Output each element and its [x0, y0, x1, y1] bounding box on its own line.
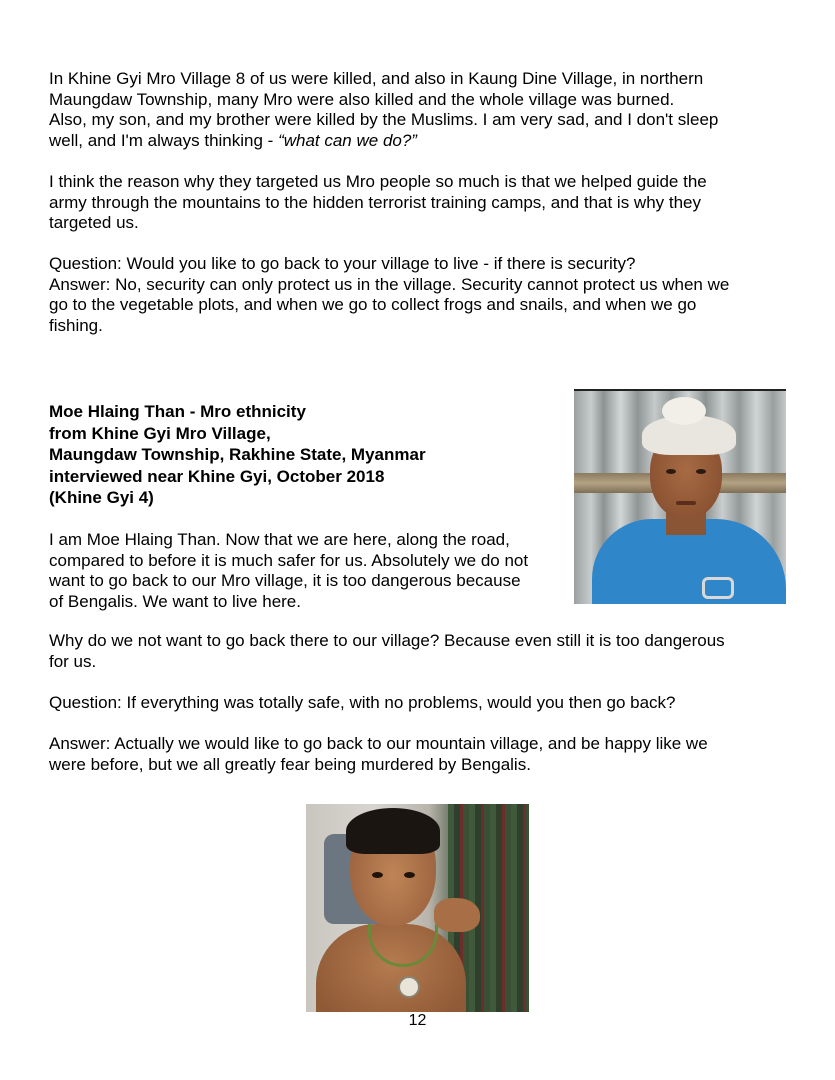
paragraph-killings	[49, 69, 718, 151]
child-photo	[306, 804, 529, 1012]
page-number: 12	[408, 1012, 427, 1029]
text-line: Question: Would you like to go back to your village to live - if there is security?	[49, 254, 636, 273]
photo-mouth	[676, 501, 696, 505]
text-line: for us.	[49, 651, 97, 671]
paragraph-question-security	[49, 254, 729, 336]
text-line: Why do we not want to go back there to our village? Because even still it is too dangerous	[49, 631, 725, 650]
text-line: of Bengalis. We want to live here.	[49, 591, 301, 611]
photo-pendant	[398, 976, 420, 998]
text-line: were before, but we all greatly fear being murdered by Bengalis.	[49, 754, 531, 774]
text-line: Also, my son, and my brother were killed by the Muslims. I am very sad, and I don't sleep	[49, 110, 719, 130]
paragraph-introduction	[49, 530, 528, 612]
photo-child-hair	[346, 808, 440, 854]
photo-shirt-print	[702, 577, 734, 599]
heading-line: (Khine Gyi 4)	[49, 488, 154, 508]
text-line: Question: If everything was totally safe, with no problems, would you then go back?	[49, 693, 676, 712]
heading-line: from Khine Gyi Mro Village,	[49, 423, 271, 443]
text-line: targeted us.	[49, 213, 139, 233]
interviewee-photo	[574, 389, 786, 604]
text-span: well, and I'm always thinking -	[49, 130, 279, 150]
text-line: army through the mountains to the hidden terrorist training camps, and that is why they	[49, 192, 702, 212]
photo-headcloth-knot	[662, 397, 706, 425]
text-line: compared to before it is much safer for us. Absolutely we do not	[49, 550, 529, 570]
paragraph-why-not-return	[49, 631, 725, 672]
text-line: Answer: No, security can only protect us in the village. Security cannot protect us when we	[49, 274, 730, 294]
italic-quote: “what can we do?”	[278, 130, 417, 150]
photo-eye	[666, 469, 676, 474]
photo-eye	[404, 872, 415, 878]
photo-eye	[696, 469, 706, 474]
heading-line: Moe Hlaing Than - Mro ethnicity	[49, 402, 306, 421]
paragraph-question-safe	[49, 693, 676, 714]
paragraph-answer-fear	[49, 734, 708, 775]
heading-line: Maungdaw Township, Rakhine State, Myanmar	[49, 445, 426, 465]
text-line: I am Moe Hlaing Than. Now that we are here, along the road,	[49, 530, 510, 549]
text-line: I think the reason why they targeted us Mro people so much is that we helped guide the	[49, 172, 707, 191]
text-line: Answer: Actually we would like to go back to our mountain village, and be happy like we	[49, 734, 708, 753]
photo-adult-hand	[434, 898, 480, 932]
photo-eye	[372, 872, 383, 878]
text-line: Maungdaw Township, many Mro were also killed and the whole village was burned.	[49, 89, 675, 109]
text-line: want to go back to our Mro village, it is too dangerous because	[49, 571, 521, 591]
heading-line: interviewed near Khine Gyi, October 2018	[49, 466, 385, 486]
text-line: fishing.	[49, 315, 103, 335]
text-line	[49, 131, 718, 152]
text-line: go to the vegetable plots, and when we go to collect frogs and snails, and when we go	[49, 295, 697, 315]
paragraph-targeted-reason	[49, 172, 707, 234]
interviewee-heading	[49, 401, 426, 509]
text-line: In Khine Gyi Mro Village 8 of us were killed, and also in Kaung Dine Village, in northern	[49, 69, 704, 88]
